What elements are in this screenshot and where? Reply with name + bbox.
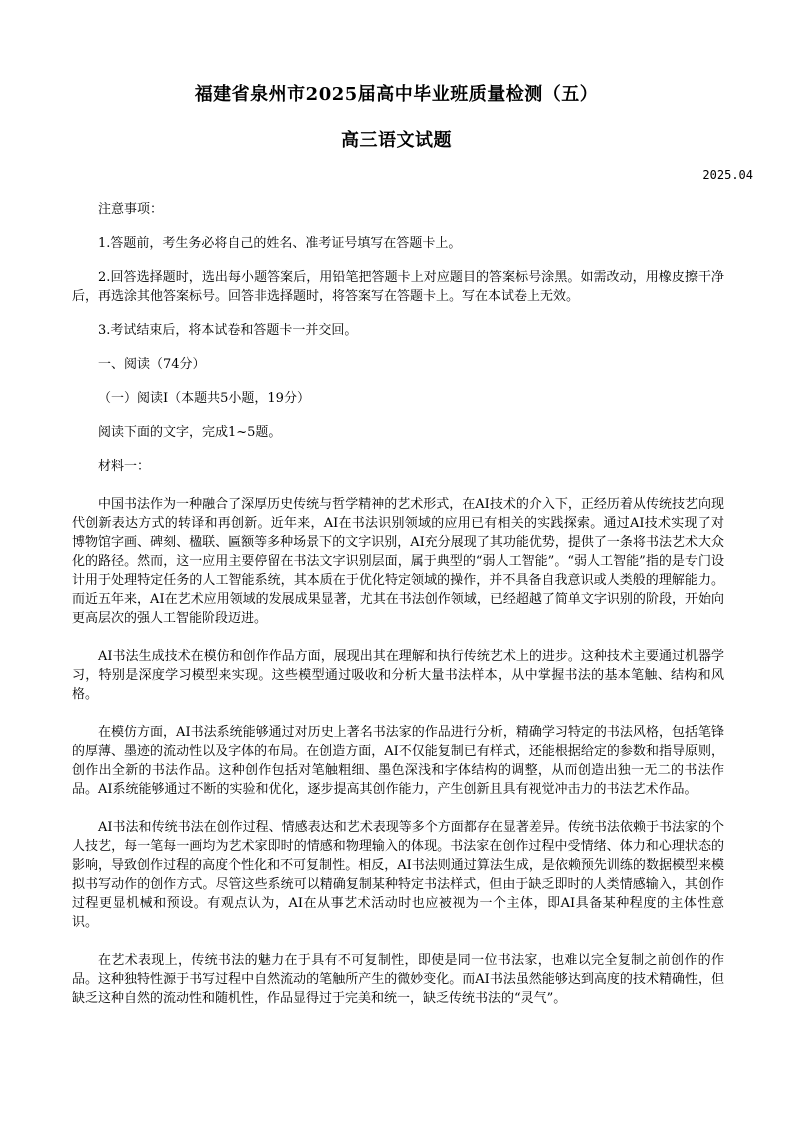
section-heading: 一、阅读（74分） bbox=[98, 357, 206, 372]
article-paragraph: AI书法和传统书法在创作过程、情感表达和艺术表现等多个方面都存在显著差异。传统书法依赖于书法家的个人技艺，每一笔每一画均为艺术家即时的情感和物理输入的体现。书法家在创作过程中受情绪、体力和心理状态的影响，导致创作过程的高度个性化和不可复制性。相反，AI书法则通过算法生成，是依赖预先训练的数据模型来模拟书写动作的创作方式。尽管这些系统可以精确复制某种特定书法样式，但由于缺乏即时的人类情感输入，其创作过程更显机械和预设。有观点认为，AI在从事艺术活动时也应被视为一个主体，即AI具备某种程度的主体性意识。 bbox=[72, 820, 724, 930]
exam-date: 2025.04 bbox=[702, 168, 753, 182]
exam-title: 福建省泉州市2025届高中毕业班质量检测（五） bbox=[194, 84, 599, 105]
notice-item: 1.答题前，考生务必将自己的姓名、准考证号填写在答题卡上。 bbox=[98, 236, 462, 251]
exam-subtitle: 高三语文试题 bbox=[341, 130, 452, 151]
notice-item: 3.考试结束后，将本试卷和答题卡一并交回。 bbox=[98, 323, 358, 338]
subsection-heading: （一）阅读Ⅰ（本题共5小题，19分） bbox=[98, 391, 310, 406]
exam-content bbox=[72, 200, 724, 1008]
material-label: 材料一： bbox=[98, 459, 151, 474]
notice-heading: 注意事项： bbox=[98, 202, 164, 217]
article-paragraph: 中国书法作为一种融合了深厚历史传统与哲学精神的艺术形式，在AI技术的介入下，正经历着从传统技艺向现代创新表达方式的转译和再创新。近年来，AI在书法识别领域的应用已有相关的实践探索。通过AI技术实现了对博物馆字画、碑刻、楹联、匾额等多种场景下的文字识别，AI充分展现了其功能优势，提供了一条将书法艺术大众化的路径。然而，这一应用主要停留在书法文字识别层面，属于典型的“弱人工智能”。“弱人工智能”指的是专门设计用于处理特定任务的人工智能系统，其本质在于优化特定领域的操作，并不具备自我意识或人类般的理解能力。而近五年来，AI在艺术应用领域的发展成果显著，尤其在书法创作领域，已经超越了简单文字识别的阶段，开始向更高层次的强人工智能阶段迈进。 bbox=[72, 497, 724, 626]
article-paragraph: AI书法生成技术在模仿和创作作品方面，展现出其在理解和执行传统艺术上的进步。这种技术主要通过机器学习，特别是深度学习模型来实现。这些模型通过吸收和分析大量书法样本，从中掌握书法的基本笔触、结构和风格。 bbox=[72, 649, 724, 702]
article-paragraph: 在模仿方面，AI书法系统能够通过对历史上著名书法家的作品进行分析，精确学习特定的书法风格，包括笔锋的厚薄、墨迹的流动性以及字体的布局。在创造方面，AI不仅能复制已有样式，还能根据给定的参数和指导原则，创作出全新的书法作品。这种创作包括对笔触粗细、墨色深浅和字体结构的调整，从而创造出独一无二的书法作品。AI系统能够通过不断的实验和优化，逐步提高其创作能力，产生创新且具有视觉冲击力的书法艺术作品。 bbox=[72, 725, 724, 797]
article-paragraph: 在艺术表现上，传统书法的魅力在于具有不可复制性，即使是同一位书法家，也难以完全复制之前创作的作品。这种独特性源于书写过程中自然流动的笔触所产生的微妙变化。而AI书法虽然能够达到高度的技术精确性，但缺乏这种自然的流动性和随机性，作品显得过于完美和统一，缺乏传统书法的“灵气”。 bbox=[72, 953, 724, 1006]
notice-item: 2.回答选择题时，选出每小题答案后，用铅笔把答题卡上对应题目的答案标号涂黑。如需改动，用橡皮擦干净后，再选涂其他答案标号。回答非选择题时，将答案写在答题卡上。写在本试卷上无效。 bbox=[72, 270, 724, 304]
reading-instruction: 阅读下面的文字，完成1~5题。 bbox=[98, 425, 282, 440]
